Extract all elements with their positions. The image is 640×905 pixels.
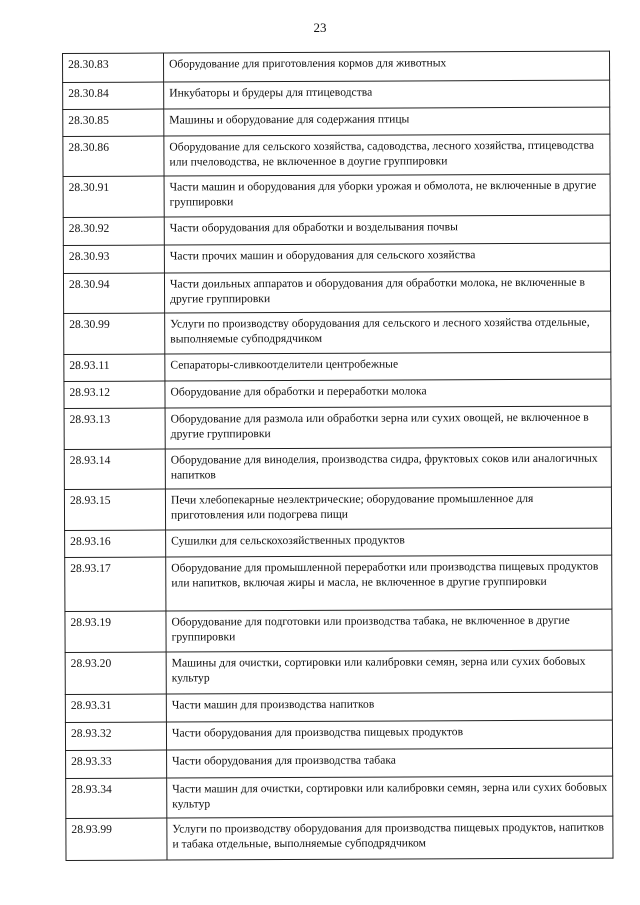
- table-row: [65, 528, 612, 557]
- row-description: Оборудование для обработки и переработки молока: [165, 379, 611, 408]
- row-code: 28.93.33: [66, 750, 167, 778]
- row-description: Оборудование для размола или обработки зерна или сухих овощей, не включенное в другие группировки: [165, 406, 611, 449]
- row-code: 28.93.32: [65, 722, 166, 750]
- row-code: 28.93.15: [64, 489, 165, 530]
- table-row: [63, 51, 610, 82]
- row-code: 28.30.83: [63, 53, 164, 82]
- table-row: [64, 406, 611, 449]
- row-description: Части оборудования для обработки и возделывания почвы: [164, 215, 610, 245]
- row-code: 28.30.91: [63, 176, 164, 217]
- table-row: [64, 379, 611, 408]
- row-description: Оборудование для приготовления кормов для животных: [164, 51, 610, 82]
- row-description: Части машин и оборудования для уборки урожая и обмолота, не включенные в другие группировки: [164, 174, 610, 217]
- table-row: [63, 243, 610, 273]
- row-description: Печи хлебопекарные неэлектрические; оборудование промышленное для приготовления или подогрева пищи: [165, 487, 611, 530]
- row-code: 28.30.99: [64, 313, 165, 354]
- row-description: Оборудование для подготовки или производства табака, не включенное в другие группировки: [166, 609, 612, 652]
- row-description: Части оборудования для производства табака: [167, 748, 613, 778]
- table-row: [65, 555, 612, 611]
- row-code: 28.93.17: [65, 557, 166, 611]
- table-row: [65, 609, 612, 652]
- row-code: 28.93.20: [65, 652, 166, 694]
- row-code: 28.30.93: [63, 245, 164, 273]
- row-description: Инкубаторы и брудеры для птицеводства: [164, 80, 610, 109]
- table-row: [64, 311, 611, 354]
- row-description: Части доильных аппаратов и оборудования для обработки молока, не включенные в другие группировки: [164, 271, 610, 313]
- row-code: 28.93.12: [64, 381, 165, 408]
- row-code: 28.30.86: [63, 136, 164, 176]
- row-code: 28.93.13: [64, 408, 165, 449]
- table-body: [63, 51, 614, 860]
- row-description: Оборудование для виноделия, производства сидра, фруктовых соков или аналогичных напитков: [165, 447, 611, 489]
- row-description: Сушилки для сельскохозяйственных продуктов: [166, 528, 612, 557]
- row-description: Услуги по производству оборудования для производства пищевых продуктов, напитков и табака отдельные, выполняемые субподрядчиком: [167, 816, 613, 860]
- row-code: 28.93.34: [66, 778, 167, 818]
- row-description: Части прочих машин и оборудования для сельского хозяйства: [164, 243, 610, 273]
- table-row: [64, 447, 611, 489]
- table-row: [65, 720, 612, 750]
- page-number: 23: [313, 20, 327, 35]
- table-row: [64, 487, 611, 530]
- row-code: 28.30.84: [63, 82, 164, 109]
- table-row: [63, 134, 610, 176]
- table-row: [63, 107, 610, 136]
- table-row: [64, 352, 611, 381]
- row-description: Машины и оборудование для содержания птицы: [164, 107, 610, 136]
- table-row: [66, 776, 613, 818]
- row-description: Машины для очистки, сортировки или калибровки семян, зерна или сухих бобовых культур: [166, 650, 612, 694]
- row-code: 28.93.31: [65, 694, 166, 722]
- row-description: Сепараторы-сливкоотделители центробежные: [165, 352, 611, 381]
- table-row: [65, 650, 612, 694]
- table-row: [66, 816, 613, 860]
- row-code: 28.93.19: [65, 611, 166, 652]
- table-row: [63, 174, 610, 217]
- table-row: [63, 80, 610, 109]
- table-row: [65, 692, 612, 722]
- table-row: [63, 215, 610, 245]
- row-code: 28.93.11: [64, 354, 165, 381]
- row-description: Части машин для производства напитков: [166, 692, 612, 722]
- row-description: Оборудование для сельского хозяйства, садоводства, лесного хозяйства, птицеводства или пчеловодства, не включенное в доугие группировки: [164, 134, 610, 176]
- row-description: Части оборудования для производства пищевых продуктов: [166, 720, 612, 750]
- table-row: [66, 748, 613, 778]
- row-code: 28.93.16: [65, 530, 166, 557]
- table-row: [63, 271, 610, 313]
- row-description: Части машин для очистки, сортировки или калибровки семян, зерна или сухих бобовых культур: [167, 776, 613, 818]
- classification-table: [62, 51, 614, 861]
- row-code: 28.30.92: [63, 217, 164, 245]
- row-description: Услуги по производству оборудования для сельского и лесного хозяйства отдельные, выполняемые субподрядчиком: [165, 311, 611, 354]
- row-code: 28.30.85: [63, 109, 164, 136]
- row-code: 28.93.14: [64, 449, 165, 489]
- row-description: Оборудование для промышленной переработки или производства пищевых продуктов или напитков, включая жиры и масла, не включенное в другие группировки: [166, 555, 612, 611]
- row-code: 28.30.94: [63, 273, 164, 313]
- row-code: 28.93.99: [66, 818, 167, 860]
